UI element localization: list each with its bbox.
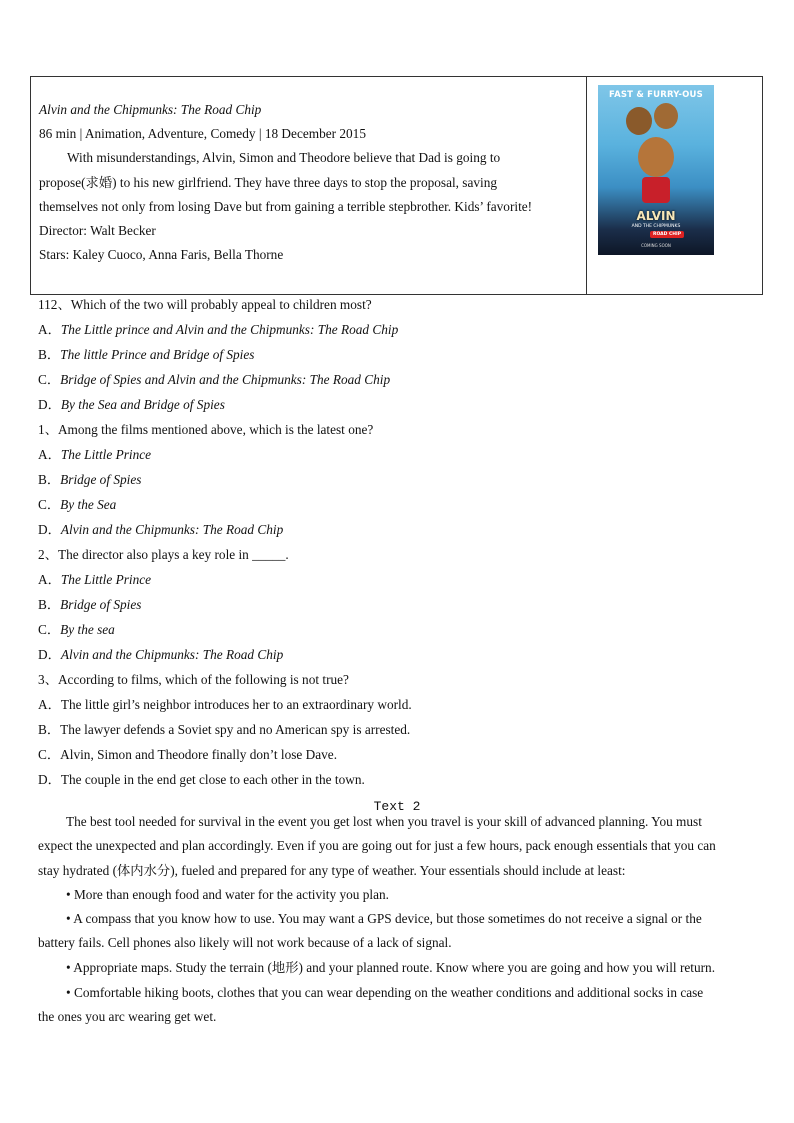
option-text: The Little prince and Alvin and the Chipmunks: The Road Chip xyxy=(60,322,399,337)
option-text: Alvin and the Chipmunks: The Road Chip xyxy=(60,647,284,662)
option-c xyxy=(38,372,390,388)
text2-line: battery fails. Cell phones also likely will not work because of a lack of signal. xyxy=(38,935,452,950)
text2-line: the ones you arc wearing get wet. xyxy=(38,1009,217,1024)
option-text: Alvin, Simon and Theodore finally don’t lose Dave. xyxy=(60,747,338,762)
film-text-cell xyxy=(31,77,587,294)
film-info-box xyxy=(30,76,763,295)
option-text: The lawyer defends a Soviet spy and no American spy is arrested. xyxy=(60,722,411,737)
option-c xyxy=(38,497,116,513)
poster-tagline: FAST & FURRY-OUS xyxy=(609,90,703,100)
option-letter: D． xyxy=(38,522,61,537)
option-letter: C． xyxy=(38,497,61,512)
option-b xyxy=(38,472,141,488)
option-letter: B． xyxy=(38,597,61,612)
option-letter: D． xyxy=(38,772,61,787)
option-letter: C． xyxy=(38,372,61,387)
chipmunk-icon xyxy=(654,103,678,129)
option-letter: C． xyxy=(38,747,61,762)
text2-line: expect the unexpected and plan accordingly. Even if you are going out for just a few hours, pack enough essentials that you can xyxy=(38,838,716,853)
option-text: Alvin and the Chipmunks: The Road Chip xyxy=(60,522,284,537)
option-text: By the sea xyxy=(60,622,115,637)
question-stem: 112、Which of the two will probably appeal to children most? xyxy=(38,297,372,312)
film-desc-line-1: With misunderstandings, Alvin, Simon and Theodore believe that Dad is going to xyxy=(67,150,501,165)
film-desc-line-3: themselves not only from losing Dave but from gaining a terrible stepbrother. Kids’ favorite! xyxy=(39,199,533,214)
option-a xyxy=(38,697,412,713)
poster-road-chip: ROAD CHIP xyxy=(650,231,684,238)
option-text: The little Prince and Bridge of Spies xyxy=(60,347,255,362)
film-desc-line-2: propose(求婚) to his new girlfriend. They have three days to stop the proposal, saving xyxy=(39,175,498,190)
option-text: The Little Prince xyxy=(60,572,152,587)
option-letter: D． xyxy=(38,647,61,662)
option-letter: B． xyxy=(38,472,61,487)
option-b xyxy=(38,722,410,738)
option-d xyxy=(38,522,283,538)
option-text: Bridge of Spies and Alvin and the Chipmunks: The Road Chip xyxy=(60,372,391,387)
option-letter: C． xyxy=(38,622,61,637)
option-d xyxy=(38,647,283,663)
option-letter: A． xyxy=(38,322,61,337)
option-letter: B． xyxy=(38,347,61,362)
text2-bullet: • Appropriate maps. Study the terrain (地形) and your planned route. Know where you are going and how you will return. xyxy=(66,960,716,975)
option-letter: A． xyxy=(38,447,61,462)
option-b xyxy=(38,597,141,613)
option-text: The couple in the end get close to each other in the town. xyxy=(60,772,365,787)
option-d xyxy=(38,397,225,413)
option-letter: A． xyxy=(38,697,61,712)
film-stars: Stars: Kaley Cuoco, Anna Faris, Bella Thorne xyxy=(39,247,284,262)
option-a xyxy=(38,447,151,463)
film-meta: 86 min | Animation, Adventure, Comedy | 18 December 2015 xyxy=(39,126,366,141)
option-d xyxy=(38,772,365,788)
option-b xyxy=(38,347,254,363)
option-text: By the Sea and Bridge of Spies xyxy=(60,397,225,412)
option-letter: A． xyxy=(38,572,61,587)
option-text: The Little Prince xyxy=(60,447,152,462)
option-text: Bridge of Spies xyxy=(60,472,142,487)
question-stem: 3、According to films, which of the following is not true? xyxy=(38,672,349,687)
option-text: By the Sea xyxy=(60,497,117,512)
poster-coming-soon: COMING SOON xyxy=(641,243,671,248)
option-c xyxy=(38,747,337,763)
question-stem: 1、Among the films mentioned above, which is the latest one? xyxy=(38,422,374,437)
option-c xyxy=(38,622,115,638)
poster-logo: ALVIN xyxy=(636,209,676,223)
chipmunk-icon xyxy=(626,107,652,135)
option-letter: D． xyxy=(38,397,61,412)
option-text: Bridge of Spies xyxy=(60,597,142,612)
question-stem: 2、The director also plays a key role in _____. xyxy=(38,547,289,562)
film-director: Director: Walt Becker xyxy=(39,223,156,238)
poster-subtitle: AND THE CHIPMUNKS xyxy=(631,224,681,229)
text2-line: stay hydrated (体内水分), fueled and prepared for any type of weather. Your essentials should include at least: xyxy=(38,863,626,878)
option-a xyxy=(38,322,398,338)
text2-title: Text 2 xyxy=(373,799,421,814)
film-title: Alvin and the Chipmunks: The Road Chip xyxy=(39,102,262,117)
option-letter: B． xyxy=(38,722,61,737)
chipmunk-icon xyxy=(638,137,674,177)
text2-bullet: • A compass that you know how to use. You may want a GPS device, but those sometimes do not receive a signal or the xyxy=(66,911,702,926)
movie-poster xyxy=(598,85,714,255)
text2-bullet: • Comfortable hiking boots, clothes that you can wear depending on the weather conditions and additional socks in case xyxy=(66,985,704,1000)
text2-bullet: • More than enough food and water for the activity you plan. xyxy=(66,887,389,902)
red-shirt-shape xyxy=(642,177,670,203)
option-a xyxy=(38,572,151,588)
text2-line: The best tool needed for survival in the event you get lost when you travel is your skill of advanced planning. You must xyxy=(66,814,702,829)
option-text: The little girl’s neighbor introduces her to an extraordinary world. xyxy=(60,697,412,712)
